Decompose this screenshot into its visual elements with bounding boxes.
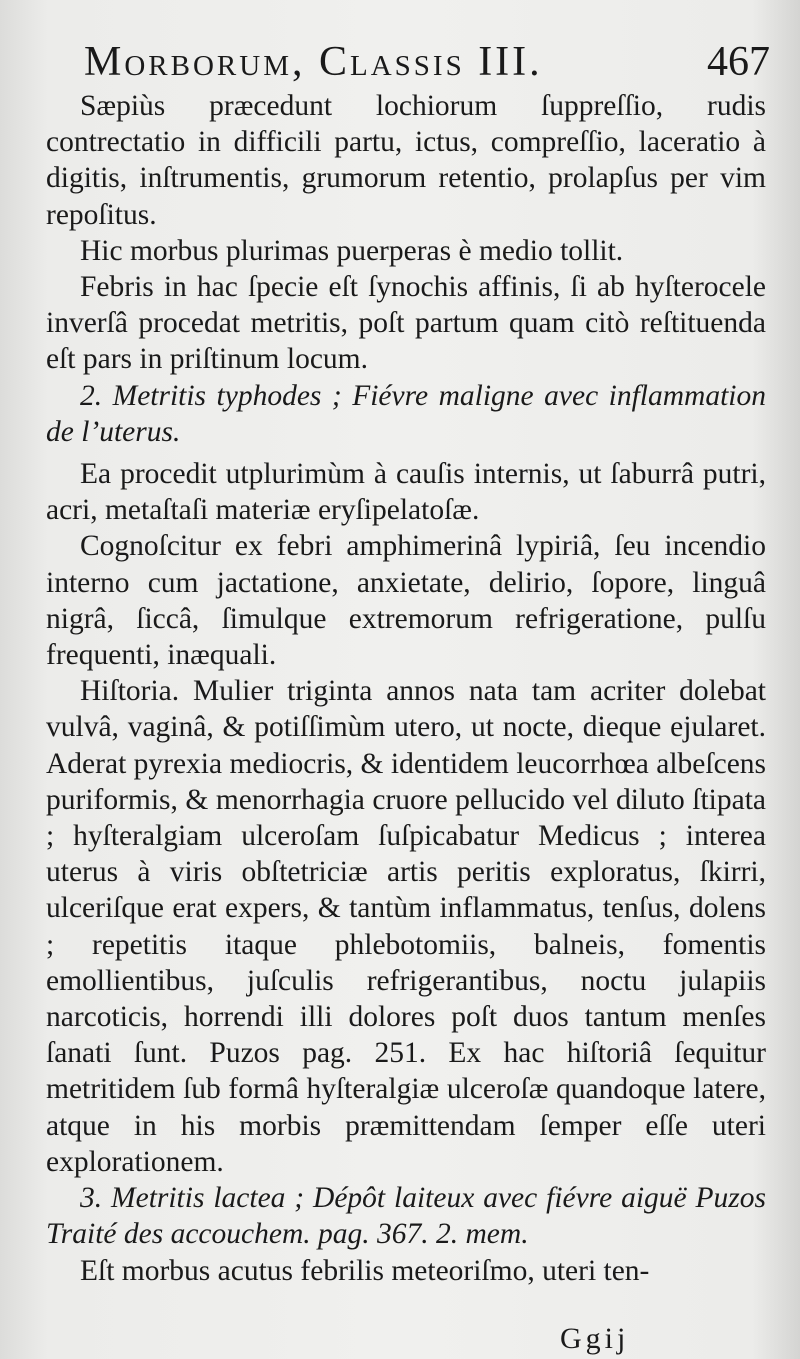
paragraph-causes: Sæpiùs præcedunt lochiorum ſuppreſſio, rudis contrectatio in difficili partu, ictus, compreſſio, laceratio à digitis, inſtrumentis, grumorum retentio, prolapſus per vim repoſitus. [46,90,766,231]
heading-metritis-typhodes: 2. Metritis typhodes ; Fiévre maligne avec inflammation de l’uterus. [46,379,766,448]
paragraph-febris: Febris in hac ſpecie eſt ſynochis affinis, ſi ab hyſterocele inverſâ procedat metritis, poſt partum quam citò reſtituenda eſt pars in priſtinum locum. [46,271,766,376]
paragraph-cognoscitur: Cognoſcitur ex febri amphimerinâ lypiriâ, ſeu incendio interno cum jactatione, anxietate, delirio, ſopore, linguâ nigrâ, ſiccâ, ſimulque extremorum refrigeratione, pulſu frequenti, inæquali. [46,530,766,672]
paragraph-mortality: Hic morbus plurimas puerperas è medio tollit. [80,234,624,267]
running-header [60,38,770,90]
paragraph-ea-procedit: Ea procedit utplurimùm à cauſis internis, ut ſaburrâ putri, acri, metaſtaſi materiæ eryſipelatoſæ. [46,458,766,527]
signature-mark: Ggij [560,1322,630,1355]
paragraph-est-morbus: Eſt morbus acutus febrilis meteoriſmo, uteri ten- [80,1254,650,1287]
page-body [46,88,766,1289]
page-number: 467 [707,39,770,85]
paragraph-historia: Hiſtoria. Mulier triginta annos nata tam acriter dolebat vulvâ, vaginâ, & potiſſimùm utero, ut nocte, dieque ejularet. Aderat pyrexia mediocris, & identidem leucorrhœa albeſcens puriformis, & menorrhagia cruore pellucido vel diluto ſtipata ; hyſteralgiam ulceroſam ſuſpicabatur Medicus ; interea uterus à viris obſtetriciæ artis peritis exploratus, ſkirri, ulceriſque erat expers, & tantùm inflammatus, tenſus, dolens ; repetitis itaque phlebotomiis, balneis, fomentis emollientibus, juſculis refrigerantibus, noctu julapiis narcoticis, horrendi illi dolores poſt duos tantum menſes ſanati ſunt. Puzos pag. 251. Ex hac hiſtoriâ ſequitur metritidem ſub formâ hyſteralgiæ ulceroſæ quandoque latere, atque in his morbis præmittendam ſemper eſſe uteri explorationem. [46,675,767,1178]
running-title: Morborum, Classis III. [84,39,543,85]
heading-metritis-lactea: 3. Metritis lactea ; Dépôt laiteux avec fiévre aiguë Puzos Traité des accouchem. pag. 367. 2. mem. [46,1182,766,1251]
